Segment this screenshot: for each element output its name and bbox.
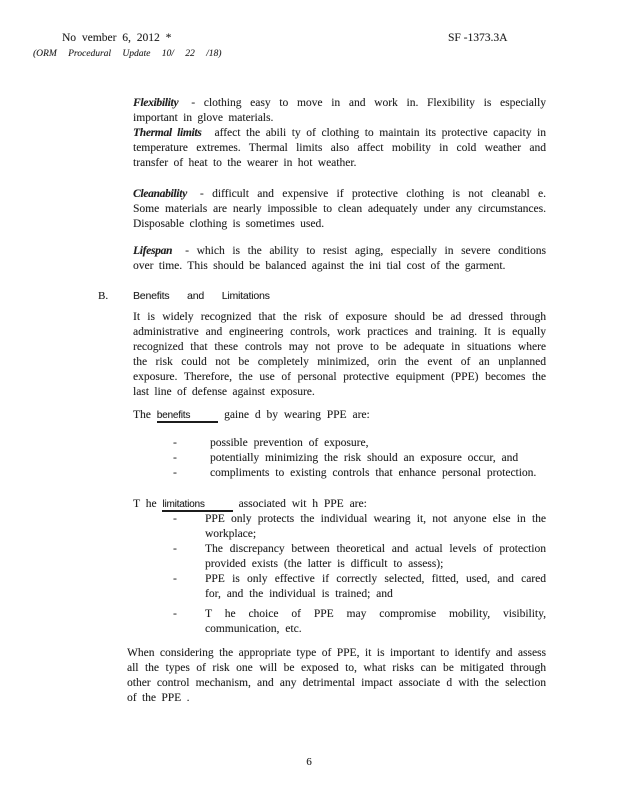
- list-item-text: compliments to existing controls that enhance personal protection.: [210, 467, 537, 479]
- limitations-lead-line: [133, 497, 546, 512]
- definition-cleanability: [133, 187, 546, 232]
- definition-term: Flexibility: [133, 97, 179, 109]
- benefits-lead-pre: The: [133, 409, 151, 421]
- dash-bullet-icon: -: [173, 452, 177, 464]
- header-doc-number: SF -1373.3A: [448, 32, 508, 44]
- limitations-lead-post: associated wit h PPE are:: [238, 498, 367, 510]
- definition-lifespan: [133, 244, 546, 274]
- header-date: No vember 6, 2012 *: [62, 32, 172, 44]
- section-heading: [98, 289, 546, 304]
- list-item: [133, 436, 546, 451]
- page-number: 6: [306, 756, 312, 768]
- definition-text: affect the abili ty of clothing to maintain its protective capacity in temperature extremes. Thermal limits also affect mobility in cold weather and transfer of heat to the wearer in hot weather.: [133, 127, 546, 169]
- section-label: B.: [98, 290, 109, 302]
- list-item-text: T he choice of PPE may compromise mobility, visibility, communication, etc.: [205, 608, 546, 635]
- benefits-keyword: benefits: [157, 410, 218, 423]
- list-item: [133, 466, 546, 481]
- definition-text: - difficult and expensive if protective clothing is not cleanabl e. Some materials are nearly impossible to clean adequately under any circumstances. Disposable clothing is sometimes used.: [133, 188, 546, 230]
- definitions-block: [133, 96, 546, 274]
- dash-bullet-icon: -: [173, 437, 177, 449]
- section-title: Benefits and Limitations: [133, 290, 270, 302]
- list-item: [133, 572, 546, 602]
- dash-bullet-icon: -: [173, 513, 177, 525]
- benefits-lead-post: gaine d by wearing PPE are:: [224, 409, 370, 421]
- definition-term: Thermal limits: [133, 127, 202, 139]
- list-item: [133, 607, 546, 637]
- benefits-list: [133, 436, 546, 481]
- list-item-text: potentially minimizing the risk should an exposure occur, and: [210, 452, 519, 464]
- definition-thermal-limits: [133, 126, 546, 171]
- limitations-keyword: limitations: [162, 499, 232, 512]
- dash-bullet-icon: -: [173, 573, 177, 585]
- benefits-lead-line: [133, 408, 546, 423]
- closing-paragraph: When considering the appropriate type of PPE, it is important to identify and assess all the types of risk one will be exposed to, what risks can be mitigated through other control mechanism, and any detrimental impact associate d with the selection of the PPE .: [127, 647, 546, 704]
- list-item-text: The discrepancy between theoretical and actual levels of protection provided exists (the latter is difficult to assess);: [205, 543, 546, 570]
- definition-text: - clothing easy to move in and work in. Flexibility is especially important in glove materials.: [133, 97, 546, 124]
- dash-bullet-icon: -: [173, 608, 177, 620]
- list-item: [133, 512, 546, 542]
- intro-paragraph: It is widely recognized that the risk of exposure should be ad dressed through administrative and engineering controls, work practices and training. It is equally recognized that these controls may not prove to be adequate in situations where the risk could not be completely minimized, orin the event of an unplanned exposure. Therefore, the use of personal protective equipment (PPE) becomes the last line of defense against exposure.: [133, 311, 546, 398]
- list-item: [133, 451, 546, 466]
- limitations-list: [133, 512, 546, 637]
- definition-term: Lifespan: [133, 245, 173, 257]
- dash-bullet-icon: -: [173, 543, 177, 555]
- definition-term: Cleanability: [133, 188, 187, 200]
- definition-text: - which is the ability to resist aging, especially in severe conditions over time. This should be balanced against the ini tial cost of the garment.: [133, 245, 546, 272]
- header-revision-note: (ORM Procedural Update 10/ 22 /18): [33, 49, 222, 59]
- dash-bullet-icon: -: [173, 467, 177, 479]
- section-body: [127, 310, 546, 706]
- section-benefits-and-limitations: [98, 289, 546, 706]
- definition-flexibility: [133, 96, 546, 126]
- list-item: [133, 542, 546, 572]
- list-item-text: PPE only protects the individual wearing it, not anyone else in the workplace;: [205, 513, 546, 540]
- list-item-text: PPE is only effective if correctly selected, fitted, used, and cared for, and the individual is trained; and: [205, 573, 546, 600]
- limitations-lead-pre: T he: [133, 498, 157, 510]
- list-item-text: possible prevention of exposure,: [210, 437, 369, 449]
